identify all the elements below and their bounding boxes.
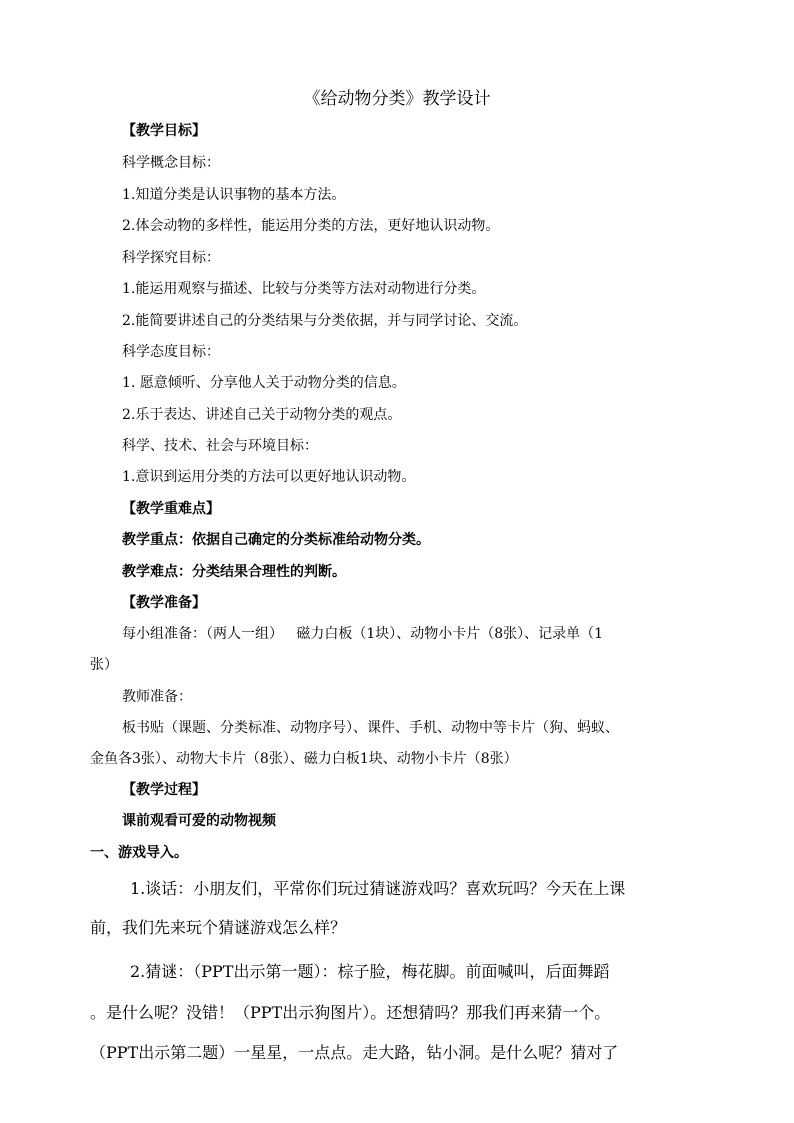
concept-goal-item-2: 2.体会动物的多样性，能运用分类的方法，更好地认识动物。 xyxy=(122,218,500,234)
inquiry-goal-item-1: 1.能运用观察与描述、比较与分类等方法对动物进行分类。 xyxy=(122,281,486,297)
preparation-heading: 【教学准备】 xyxy=(122,595,206,611)
section-game-intro: 一、游戏导入。 xyxy=(90,845,188,861)
group-preparation-line-2: 张） xyxy=(90,657,118,673)
attitude-goal-item-1: 1. 愿意倾听、分享他人关于动物分类的信息。 xyxy=(122,375,406,391)
teaching-difficulty: 教学难点：分类结果合理性的判断。 xyxy=(122,564,346,580)
paragraph-2-line-1: 2.猜谜：（PPT出示第一题）：棕子脸，梅花脚。前面喊叫，后面舞蹈 xyxy=(130,962,610,981)
group-preparation-line-1: 每小组准备：（两人一组） 磁力白板（1块）、动物小卡片（8张）、记录单（1 xyxy=(122,626,604,642)
paragraph-2-line-3: （PPT出示第二题）一星星，一点点。走大路，钻小洞。是什么呢？猜对了 xyxy=(90,1043,619,1062)
inquiry-goal-item-2: 2.能简要讲述自己的分类结果与分类依据，并与同学讨论、交流。 xyxy=(122,313,528,329)
stse-goal-item-1: 1.意识到运用分类的方法可以更好地认识动物。 xyxy=(122,469,416,485)
attitude-goal-heading: 科学态度目标： xyxy=(122,344,220,360)
attitude-goal-item-2: 2.乐于表达、讲述自己关于动物分类的观点。 xyxy=(122,407,402,423)
pre-class-activity: 课前观看可爱的动物视频 xyxy=(122,813,276,829)
teacher-preparation-line-2: 金鱼各3张）、动物大卡片（8张）、磁力白板1块、动物小卡片（8张） xyxy=(90,751,518,767)
paragraph-1-line-2: 前，我们先来玩个猜谜游戏怎么样？ xyxy=(90,918,347,937)
paragraph-2-line-2: 。是什么呢？没错！（PPT出示狗图片）。还想猜吗？那我们再来猜一个。 xyxy=(90,1003,611,1022)
inquiry-goal-heading: 科学探究目标： xyxy=(122,250,220,266)
teaching-focus: 教学重点：依据自己确定的分类标准给动物分类。 xyxy=(122,532,430,548)
document-title: 《给动物分类》教学设计 xyxy=(303,89,491,109)
teacher-preparation-line-1: 板书贴（课题、分类标准、动物序号）、课件、手机、动物中等卡片（狗、蚂蚁、 xyxy=(122,720,619,736)
paragraph-1-line-1: 1.谈话：小朋友们，平常你们玩过猜谜游戏吗？喜欢玩吗？今天在上课 xyxy=(130,879,626,898)
key-points-heading: 【教学重难点】 xyxy=(122,501,220,517)
concept-goal-item-1: 1.知道分类是认识事物的基本方法。 xyxy=(122,187,346,203)
stse-goal-heading: 科学、技术、社会与环境目标： xyxy=(122,438,318,454)
process-heading: 【教学过程】 xyxy=(122,782,206,798)
teacher-preparation-heading: 教师准备： xyxy=(122,689,192,705)
concept-goal-heading: 科学概念目标： xyxy=(122,155,220,171)
goals-heading: 【教学目标】 xyxy=(122,123,206,139)
